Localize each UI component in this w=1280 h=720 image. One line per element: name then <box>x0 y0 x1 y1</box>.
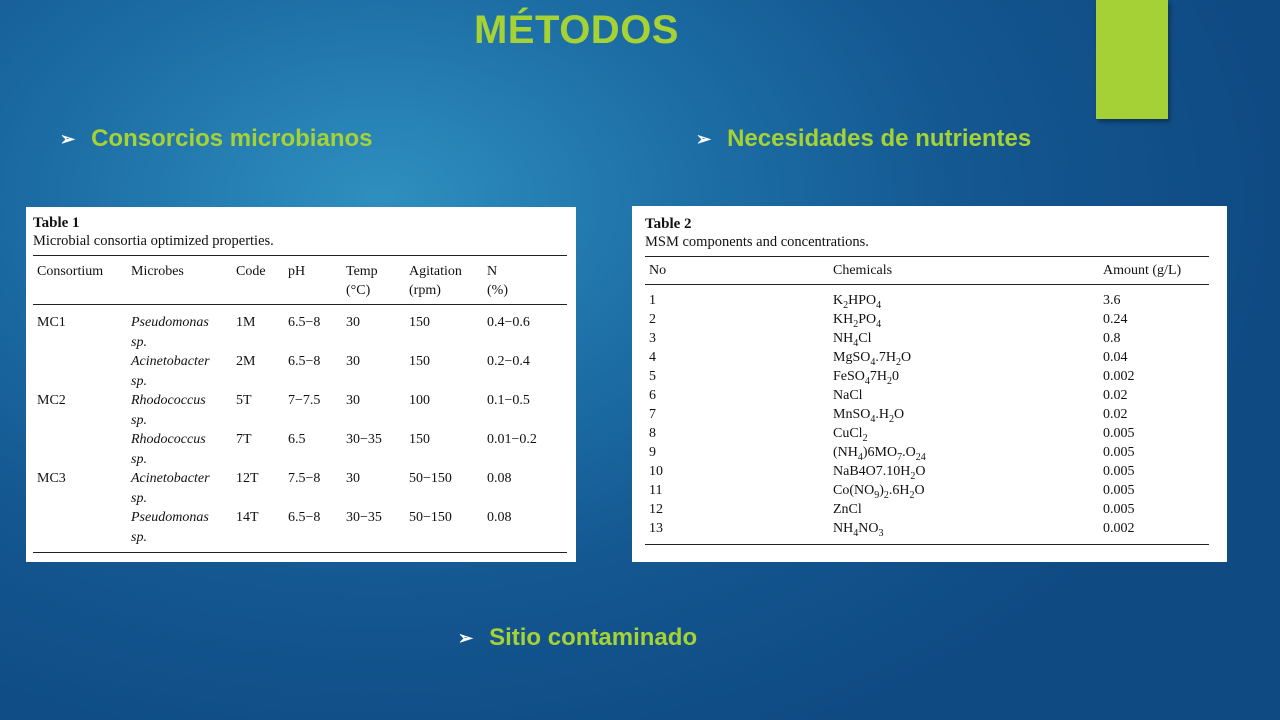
formula-text: (NH <box>833 445 858 460</box>
th-amount: Amount (g/L) <box>1099 257 1209 285</box>
th-agitation-unit: (rpm) <box>409 283 441 298</box>
th-temp-label: Temp <box>346 264 378 279</box>
formula-subscript: 2 <box>853 318 859 330</box>
cell-chemical <box>829 310 1099 329</box>
table-row <box>645 481 1209 500</box>
cell-amount: 0.005 <box>1103 502 1135 517</box>
formula-text: HPO <box>848 293 877 308</box>
table2-caption-title: Table 2 <box>645 216 692 232</box>
formula-subscript: 4 <box>870 413 876 425</box>
cell-n: 0.08 <box>487 471 512 486</box>
microbe-genus: Pseudomonas <box>131 510 209 525</box>
cell-chemical <box>829 500 1099 519</box>
cell-agitation: 100 <box>409 393 430 408</box>
table-row <box>645 443 1209 462</box>
cell-consortium: MC2 <box>37 393 66 408</box>
formula-subscript: 4 <box>864 375 870 387</box>
cell-amount: 0.02 <box>1103 388 1128 403</box>
table2 <box>645 256 1209 545</box>
table-row <box>33 469 567 508</box>
arrow-right-icon: ➢ <box>60 128 76 149</box>
cell-no: 7 <box>649 407 656 422</box>
cell-temp: 30 <box>346 393 360 408</box>
cell-chemical <box>829 462 1099 481</box>
th-microbes: Microbes <box>127 256 232 305</box>
formula-text: CuCl <box>833 426 863 441</box>
arrow-right-icon: ➢ <box>696 128 712 149</box>
cell-chemical <box>829 367 1099 386</box>
th-temp <box>342 256 405 305</box>
cell-code: 1M <box>236 315 256 330</box>
cell-no: 6 <box>649 388 656 403</box>
table-row <box>33 430 567 469</box>
cell-amount: 0.005 <box>1103 464 1135 479</box>
cell-amount: 0.002 <box>1103 521 1135 536</box>
table-row <box>645 405 1209 424</box>
table1-caption-title: Table 1 <box>33 215 80 231</box>
bullet-label: Necesidades de nutrientes <box>727 125 1032 152</box>
cell-microbe <box>127 430 232 469</box>
formula-subscript: 24 <box>915 451 926 463</box>
formula-text: NH <box>833 521 854 536</box>
formula-text: Co(NO <box>833 483 875 498</box>
formula-subscript: 7 <box>897 451 903 463</box>
cell-code: 5T <box>236 393 252 408</box>
cell-chemical <box>829 519 1099 545</box>
cell-consortium <box>33 508 127 553</box>
formula-text: KH <box>833 312 854 327</box>
microbe-species: sp. <box>131 451 147 467</box>
cell-ph: 6.5 <box>288 432 306 447</box>
cell-no: 11 <box>649 483 663 498</box>
formula-text: MgSO <box>833 350 871 365</box>
table-row <box>645 310 1209 329</box>
cell-consortium: MC1 <box>37 315 66 330</box>
cell-temp: 30 <box>346 354 360 369</box>
formula-text: O <box>900 350 912 365</box>
formula-text: NaCl <box>833 388 863 403</box>
cell-no: 9 <box>649 445 656 460</box>
formula-text: NaB4O7.10H <box>833 464 911 479</box>
accent-bar <box>1096 0 1168 119</box>
formula-text: ZnCl <box>833 502 862 517</box>
cell-no: 8 <box>649 426 656 441</box>
cell-consortium <box>33 430 127 469</box>
cell-ph: 6.5−8 <box>288 315 321 330</box>
cell-agitation: 150 <box>409 354 430 369</box>
table2-header-row <box>645 257 1209 285</box>
arrow-right-icon: ➢ <box>458 627 474 648</box>
slide-title: MÉTODOS <box>473 8 679 52</box>
bullet-nutrientes <box>696 125 1031 153</box>
microbe-genus: Pseudomonas <box>131 315 209 330</box>
bullet-consorcios <box>60 125 372 153</box>
cell-no: 3 <box>649 331 656 346</box>
table-row <box>645 500 1209 519</box>
formula-subscript: 4 <box>853 527 859 539</box>
table-row <box>645 285 1209 311</box>
cell-ph: 7.5−8 <box>288 471 321 486</box>
formula-subscript: 2 <box>887 375 893 387</box>
cell-amount: 0.24 <box>1103 312 1128 327</box>
cell-amount: 0.02 <box>1103 407 1128 422</box>
cell-chemical <box>829 348 1099 367</box>
formula-subscript: 2 <box>843 299 849 311</box>
cell-n: 0.1−0.5 <box>487 393 530 408</box>
cell-amount: 0.005 <box>1103 426 1135 441</box>
th-no: No <box>645 257 829 285</box>
formula-text: MnSO <box>833 407 871 422</box>
cell-n: 0.4−0.6 <box>487 315 530 330</box>
formula-text: K <box>833 293 844 308</box>
cell-microbe <box>127 305 232 353</box>
cell-amount: 0.8 <box>1103 331 1121 346</box>
table1-image <box>26 207 576 562</box>
formula-text: 7H <box>869 369 888 384</box>
formula-text: NO <box>858 521 879 536</box>
cell-amount: 3.6 <box>1103 293 1121 308</box>
cell-n: 0.08 <box>487 510 512 525</box>
cell-amount: 0.002 <box>1103 369 1135 384</box>
cell-code: 14T <box>236 510 259 525</box>
microbe-species: sp. <box>131 334 147 350</box>
table-row <box>645 348 1209 367</box>
microbe-species: sp. <box>131 412 147 428</box>
cell-n: 0.01−0.2 <box>487 432 537 447</box>
formula-subscript: 3 <box>878 527 884 539</box>
cell-temp: 30−35 <box>346 432 382 447</box>
table2-image <box>632 206 1227 562</box>
cell-no: 5 <box>649 369 656 384</box>
cell-no: 13 <box>649 521 663 536</box>
bullet-label: Sitio contaminado <box>489 624 698 651</box>
th-code: Code <box>232 256 284 305</box>
table-row <box>645 462 1209 481</box>
table-row <box>645 424 1209 443</box>
cell-agitation: 150 <box>409 315 430 330</box>
microbe-genus: Acinetobacter <box>131 471 210 486</box>
cell-agitation: 50−150 <box>409 510 452 525</box>
formula-text: Cl <box>858 331 872 346</box>
cell-ph: 7−7.5 <box>288 393 321 408</box>
microbe-species: sp. <box>131 373 147 389</box>
th-n-unit: (%) <box>487 283 508 298</box>
cell-chemical <box>829 481 1099 500</box>
cell-chemical <box>829 329 1099 348</box>
formula-subscript: 4 <box>876 318 882 330</box>
bullet-sitio <box>458 624 697 652</box>
formula-text: O <box>914 483 925 498</box>
microbe-species: sp. <box>131 529 147 545</box>
cell-code: 7T <box>236 432 252 447</box>
cell-amount: 0.005 <box>1103 445 1135 460</box>
table-row <box>33 508 567 553</box>
cell-no: 12 <box>649 502 663 517</box>
formula-subscript: 4 <box>876 299 882 311</box>
table-row <box>645 329 1209 348</box>
formula-subscript: 2 <box>888 413 894 425</box>
cell-chemical <box>829 285 1099 311</box>
formula-subscript: 2 <box>910 470 916 482</box>
cell-microbe <box>127 391 232 430</box>
table2-caption-sub: MSM components and concentrations. <box>645 234 869 250</box>
cell-no: 4 <box>649 350 656 365</box>
cell-amount: 0.04 <box>1103 350 1128 365</box>
th-consortium: Consortium <box>33 256 127 305</box>
cell-code: 2M <box>236 354 256 369</box>
bullet-label: Consorcios microbianos <box>91 125 373 152</box>
table-row <box>33 391 567 430</box>
cell-chemical <box>829 386 1099 405</box>
formula-text: NH <box>833 331 854 346</box>
formula-text: .7H <box>875 350 896 365</box>
th-chemicals: Chemicals <box>829 257 1099 285</box>
formula-text: .6H <box>888 483 910 498</box>
table-row <box>33 352 567 391</box>
formula-subscript: 9 <box>874 489 880 501</box>
th-n <box>483 256 567 305</box>
cell-chemical <box>829 443 1099 462</box>
formula-text: ) <box>879 483 884 498</box>
cell-code: 12T <box>236 471 259 486</box>
table-row <box>33 305 567 353</box>
formula-text: PO <box>858 312 877 327</box>
th-n-label: N <box>487 264 498 279</box>
table-row <box>645 519 1209 545</box>
table1-caption-sub: Microbial consortia optimized properties. <box>33 233 274 249</box>
cell-microbe <box>127 469 232 508</box>
formula-text: O <box>893 407 905 422</box>
table-row <box>645 386 1209 405</box>
cell-consortium: MC3 <box>37 471 66 486</box>
table1 <box>33 255 567 553</box>
cell-agitation: 50−150 <box>409 471 452 486</box>
th-temp-unit: (°C) <box>346 283 371 298</box>
formula-subscript: 4 <box>870 356 876 368</box>
microbe-genus: Acinetobacter <box>131 354 210 369</box>
formula-subscript: 2 <box>909 489 915 501</box>
cell-temp: 30 <box>346 315 360 330</box>
th-agitation-label: Agitation <box>409 264 462 279</box>
microbe-genus: Rhodococcus <box>131 393 206 408</box>
cell-no: 10 <box>649 464 663 479</box>
cell-consortium <box>33 352 127 391</box>
formula-text: )6MO <box>862 445 898 460</box>
cell-chemical <box>829 405 1099 424</box>
cell-no: 1 <box>649 293 656 308</box>
formula-subscript: 4 <box>857 451 863 463</box>
cell-no: 2 <box>649 312 656 327</box>
formula-subscript: 2 <box>883 489 889 501</box>
cell-chemical <box>829 424 1099 443</box>
cell-agitation: 150 <box>409 432 430 447</box>
th-ph: pH <box>284 256 342 305</box>
formula-text: 0 <box>892 369 900 384</box>
microbe-species: sp. <box>131 490 147 506</box>
cell-microbe <box>127 508 232 553</box>
microbe-genus: Rhodococcus <box>131 432 206 447</box>
cell-microbe <box>127 352 232 391</box>
formula-text: .O <box>902 445 916 460</box>
formula-text: .H <box>875 407 889 422</box>
cell-amount: 0.005 <box>1103 483 1135 498</box>
formula-text: FeSO <box>833 369 865 384</box>
formula-subscript: 2 <box>862 432 868 444</box>
table-row <box>645 367 1209 386</box>
table1-header-row <box>33 256 567 305</box>
cell-temp: 30−35 <box>346 510 382 525</box>
formula-subscript: 4 <box>853 337 859 349</box>
cell-n: 0.2−0.4 <box>487 354 530 369</box>
th-agitation <box>405 256 483 305</box>
cell-ph: 6.5−8 <box>288 354 321 369</box>
formula-text: O <box>915 464 926 479</box>
cell-temp: 30 <box>346 471 360 486</box>
formula-subscript: 2 <box>895 356 901 368</box>
cell-ph: 6.5−8 <box>288 510 321 525</box>
